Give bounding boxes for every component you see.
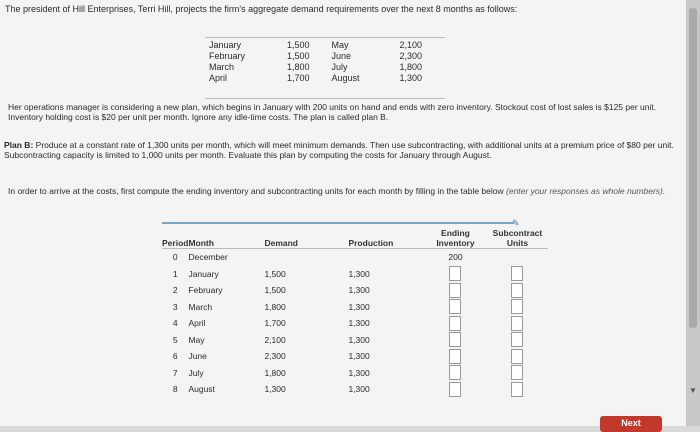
header-subcontract-units: Subcontract Units — [486, 228, 548, 249]
production-cell: 1,300 — [348, 301, 370, 312]
demand-month: February — [209, 51, 246, 61]
ending-inventory-cell — [424, 266, 486, 283]
initial-month: December — [188, 252, 228, 263]
demand-cell: 1,700 — [264, 318, 286, 329]
subcontract-cell — [486, 315, 548, 332]
demand-value: 1,800 — [399, 62, 423, 72]
intro-text: The president of Hill Enterprises, Terri Hill, projects the firm's aggregate demand requirements over the next 8 months as follows: — [5, 4, 518, 14]
ending-inventory-input[interactable] — [449, 266, 461, 281]
subcontract-input[interactable] — [511, 316, 523, 331]
period-cell: 8 — [172, 384, 178, 395]
month-cell: April — [188, 318, 206, 329]
ending-inventory-input[interactable] — [449, 382, 461, 397]
ending-inventory-cell — [424, 315, 486, 332]
instruction-note: (enter your responses as whole numbers). — [506, 186, 666, 196]
next-button[interactable]: Next — [600, 416, 662, 432]
plan-b-description — [4, 140, 674, 160]
production-cell: 1,300 — [348, 285, 370, 296]
demand-row — [205, 73, 434, 84]
production-cell: 1,300 — [348, 334, 370, 345]
month-cell: May — [188, 334, 205, 345]
production-cell: 1,300 — [348, 367, 370, 378]
table-row — [162, 282, 548, 299]
ending-inventory-cell — [424, 299, 486, 316]
edit-icon[interactable]: ✎ — [512, 218, 520, 228]
demand-cell: 1,500 — [264, 285, 286, 296]
month-cell: July — [188, 367, 204, 378]
ending-inventory-input[interactable] — [449, 283, 461, 298]
ending-inventory-cell — [424, 282, 486, 299]
demand-value: 2,100 — [399, 40, 423, 50]
demand-month: July — [331, 62, 348, 72]
demand-row — [205, 62, 434, 73]
plan-b-label: Plan B: — [4, 140, 34, 150]
period-cell: 7 — [172, 367, 178, 378]
table-row — [162, 266, 548, 283]
demand-month: May — [331, 40, 349, 50]
subcontract-input[interactable] — [511, 266, 523, 281]
scroll-down-icon[interactable]: ▼ — [689, 386, 697, 395]
subcontract-input[interactable] — [511, 382, 523, 397]
ending-inventory-input[interactable] — [449, 299, 461, 314]
ending-inventory-cell — [424, 365, 486, 382]
demand-value: 2,300 — [399, 51, 423, 61]
demand-cell: 2,300 — [264, 351, 286, 362]
month-cell: March — [188, 301, 213, 312]
subcontract-cell — [486, 299, 548, 316]
period-cell: 4 — [172, 318, 178, 329]
period-cell: 2 — [172, 285, 178, 296]
subcontract-input[interactable] — [511, 365, 523, 380]
subcontract-cell — [486, 266, 548, 283]
production-cell: 1,300 — [348, 268, 370, 279]
demand-row — [205, 51, 434, 62]
table-top-border — [162, 222, 514, 224]
demand-table — [205, 40, 434, 84]
problem-paragraph: Her operations manager is considering a new plan, which begins in January with 200 units on hand and ends with zero inventory. Stockout cost of lost sales is $125 per unit. Inventory holding cost is $20 per unit per month. Ignore any idle-time costs. The plan is called plan B. — [8, 102, 657, 122]
subcontract-cell — [486, 282, 548, 299]
initial-ending-inventory: 200 — [448, 252, 463, 263]
demand-month: June — [331, 51, 352, 61]
ending-inventory-input[interactable] — [449, 349, 461, 364]
demand-value: 1,500 — [287, 51, 310, 61]
demand-value: 1,800 — [287, 62, 310, 72]
scrollbar-thumb[interactable] — [689, 8, 697, 328]
month-cell: February — [188, 285, 223, 296]
subcontract-input[interactable] — [511, 299, 523, 314]
demand-month: August — [331, 73, 360, 83]
subcontract-cell — [486, 332, 548, 349]
table-row — [162, 315, 548, 332]
ending-inventory-cell — [424, 332, 486, 349]
inventory-table — [162, 228, 548, 398]
ending-inventory-input[interactable] — [449, 332, 461, 347]
production-cell: 1,300 — [348, 351, 370, 362]
subcontract-cell — [486, 381, 548, 398]
month-cell: January — [188, 268, 219, 279]
ending-inventory-input[interactable] — [449, 316, 461, 331]
header-ending-inventory: Ending Inventory — [424, 228, 486, 249]
period-cell: 3 — [172, 301, 178, 312]
demand-value: 1,300 — [399, 73, 423, 83]
table-row — [162, 365, 548, 382]
table-row — [162, 348, 548, 365]
demand-value: 1,700 — [287, 73, 310, 83]
subcontract-cell — [486, 348, 548, 365]
instruction — [8, 186, 668, 196]
production-cell: 1,300 — [348, 318, 370, 329]
table-row — [162, 299, 548, 316]
period-cell: 1 — [172, 268, 178, 279]
period-cell: 6 — [172, 351, 178, 362]
month-cell: August — [188, 384, 215, 395]
header-production: Production — [340, 228, 424, 249]
month-cell: June — [188, 351, 207, 362]
demand-month: January — [209, 40, 242, 50]
demand-cell: 1,300 — [264, 384, 286, 395]
subcontract-input[interactable] — [511, 332, 523, 347]
demand-row — [205, 40, 434, 51]
period-cell: 5 — [172, 334, 178, 345]
table-row — [162, 381, 548, 398]
table-row-initial — [162, 249, 548, 266]
demand-month: April — [209, 73, 228, 83]
demand-cell: 1,800 — [264, 367, 286, 378]
header-month: Month — [188, 228, 254, 249]
header-period: Period — [162, 228, 188, 249]
demand-cell: 2,100 — [264, 334, 286, 345]
production-cell: 1,300 — [348, 384, 370, 395]
table-row — [162, 332, 548, 349]
subcontract-input[interactable] — [511, 349, 523, 364]
ending-inventory-cell — [424, 381, 486, 398]
demand-cell: 1,800 — [264, 301, 286, 312]
ending-inventory-cell — [424, 348, 486, 365]
plan-b-text: Produce at a constant rate of 1,300 units per month, which will meet minimum demands. Then use subcontracting, with additional units at a premium price of $80 per unit. Subcontracting capacity is limited to 1,000 units per month. Evaluate this plan by computing the costs for January through August. — [4, 140, 674, 160]
ending-inventory-input[interactable] — [449, 365, 461, 380]
subcontract-cell — [486, 365, 548, 382]
demand-cell: 1,500 — [264, 268, 286, 279]
initial-period: 0 — [172, 252, 178, 263]
demand-month: March — [209, 62, 235, 72]
demand-value: 1,500 — [287, 40, 310, 50]
subcontract-input[interactable] — [511, 283, 523, 298]
header-demand: Demand — [254, 228, 340, 249]
vertical-scrollbar[interactable] — [686, 0, 700, 426]
instruction-text: In order to arrive at the costs, first compute the ending inventory and subcontracting units for each month by filling in the table below — [8, 186, 504, 196]
